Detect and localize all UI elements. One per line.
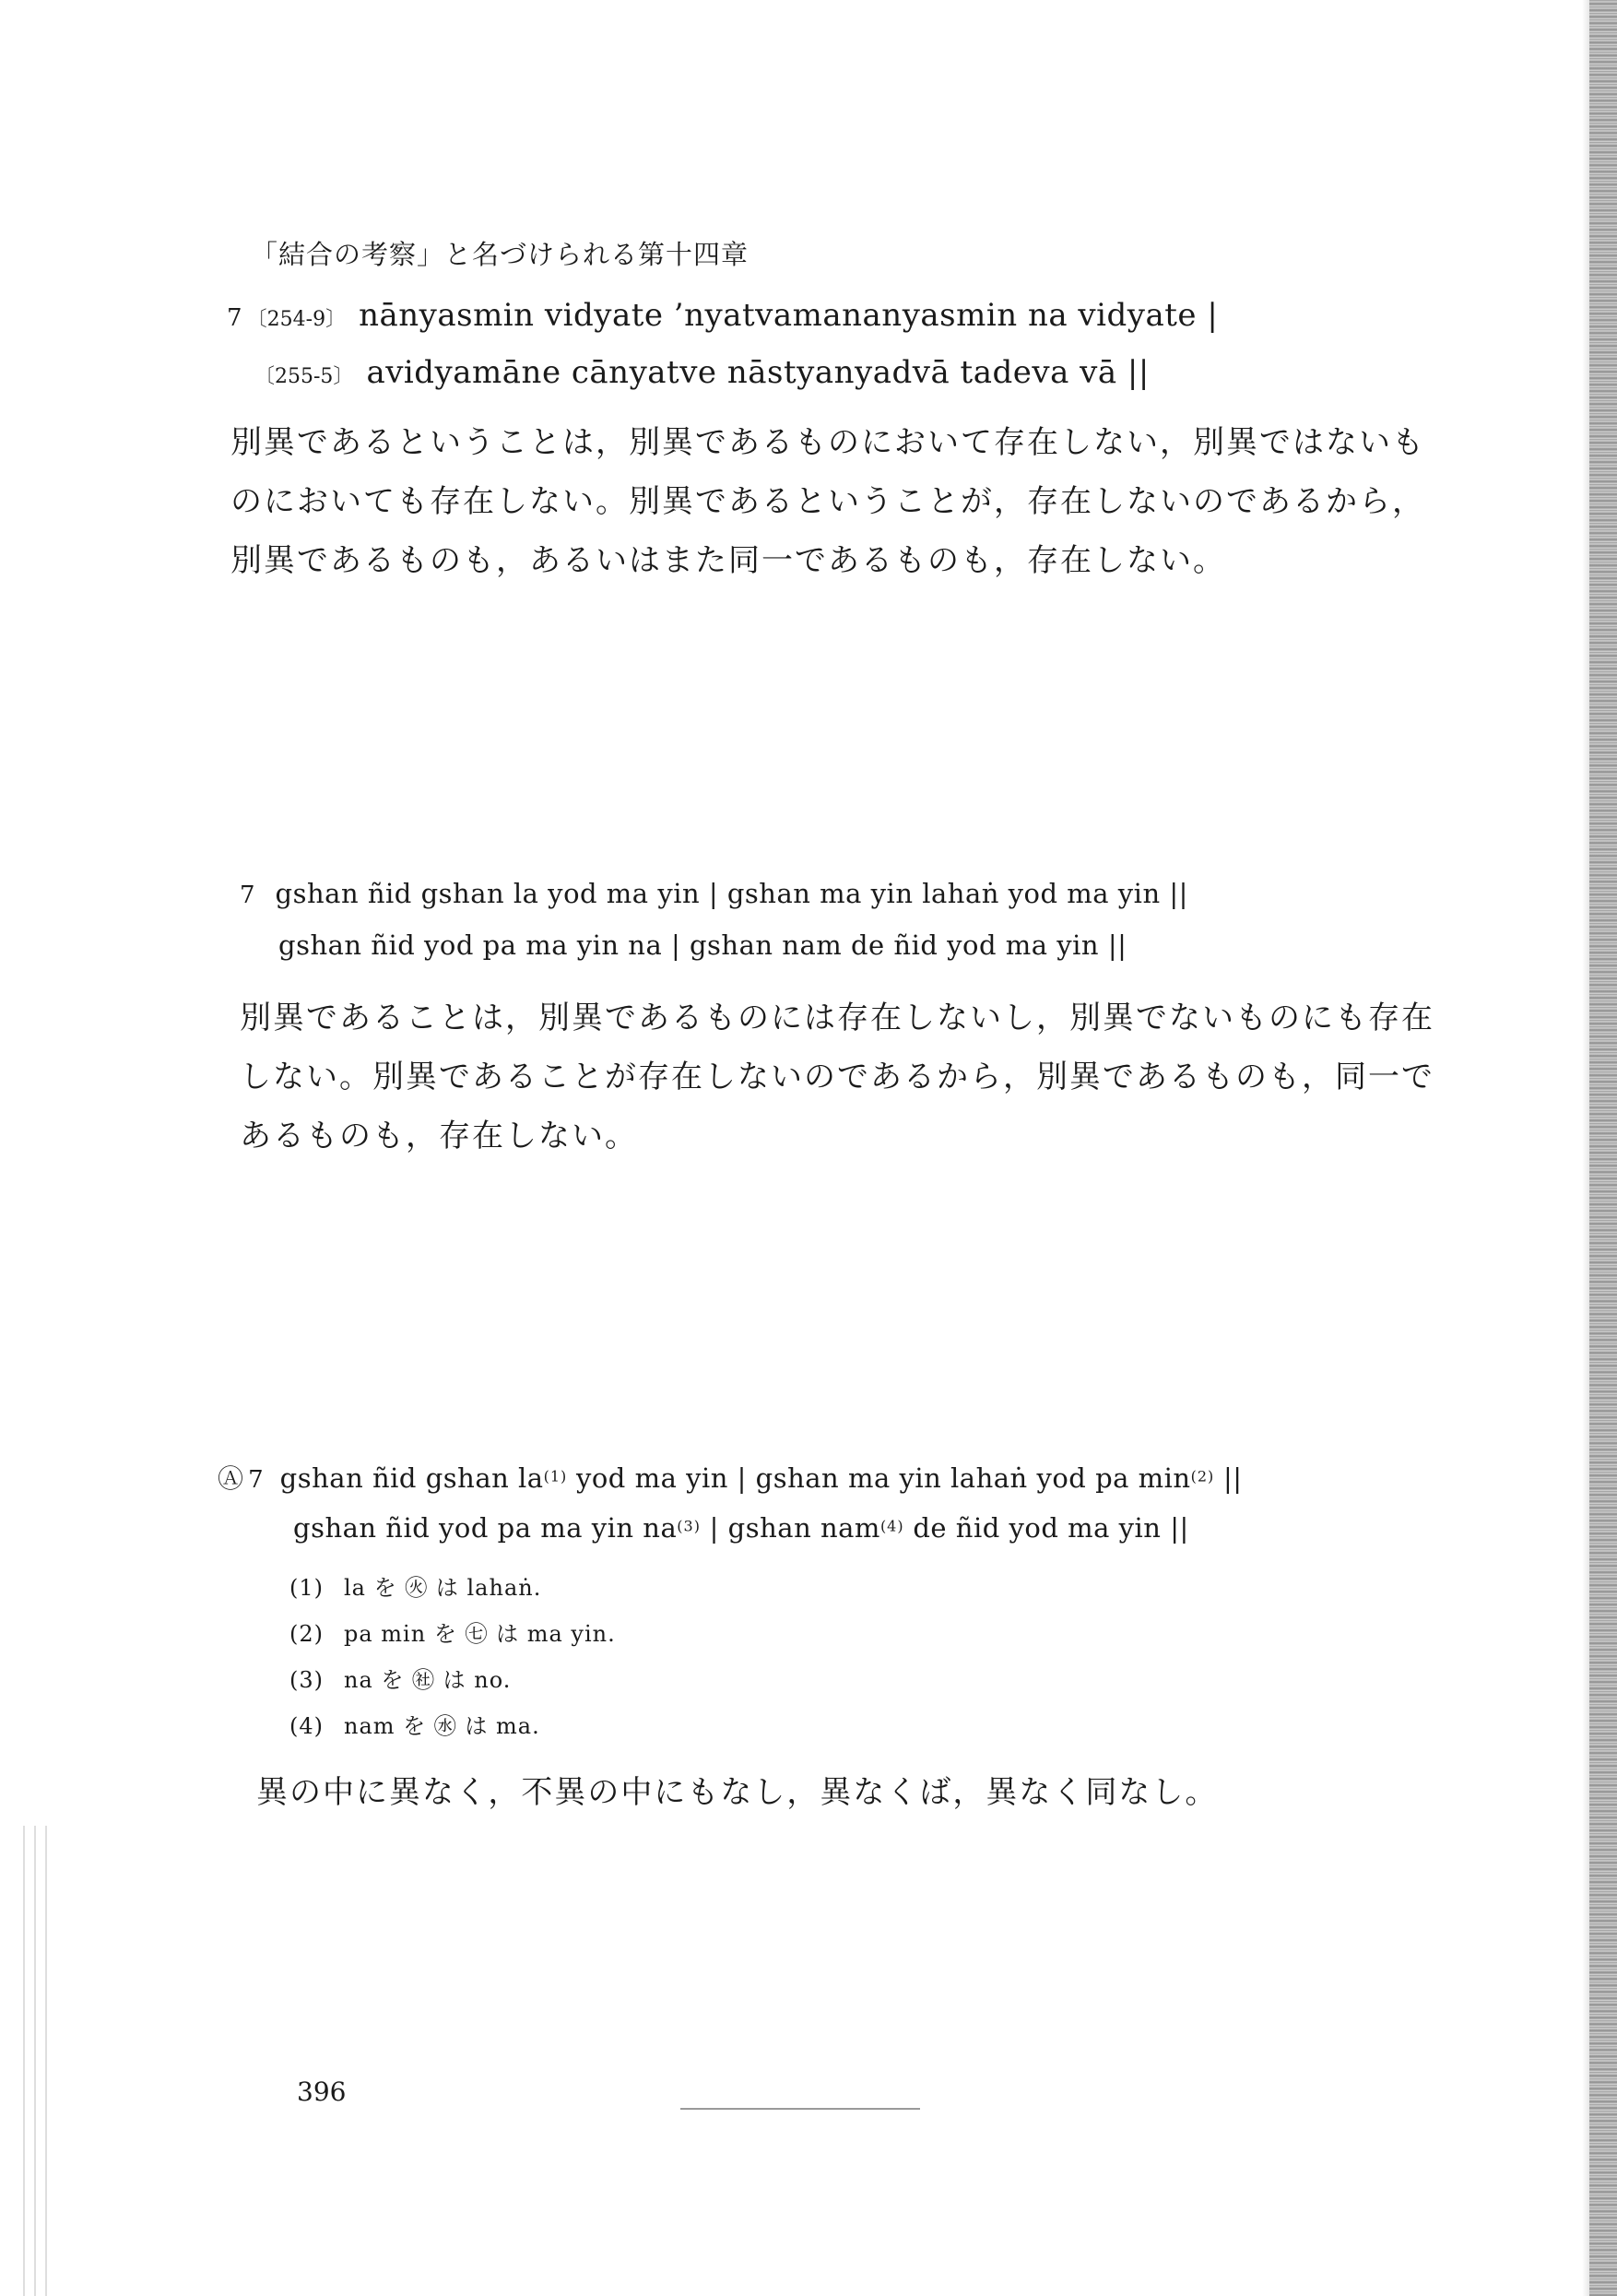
verse-number: 7 — [248, 1466, 264, 1494]
scan-edge-right — [1589, 0, 1617, 2296]
footnote-text: na を ㊓ は no. — [344, 1667, 512, 1693]
tibetan-text: gshan ñid yod pa ma yin na — [293, 1512, 678, 1544]
tibetan-text: gshan ñid gshan la yod ma yin | gshan ma yin lahaṅ yod ma yin || — [275, 878, 1188, 909]
footnote — [289, 1615, 616, 1648]
footnote-text: nam を ㊌ は ma. — [344, 1713, 540, 1739]
verse-number: 7 — [240, 882, 255, 909]
translation-2-line: 別異であることは，別異であるものには存在しないし，別異でないものにも存在 — [240, 1000, 1434, 1036]
tibetan-text: | gshan nam — [700, 1512, 880, 1544]
tibetan-line-2 — [278, 929, 1127, 961]
tibetan-text: gshan ñid gshan la — [279, 1462, 544, 1494]
footnote-number: (2) — [289, 1621, 324, 1647]
footnote-number: (4) — [289, 1713, 324, 1739]
sanskrit-text: avidyamāne cānyatve nāstyanyadvā tadeva vā || — [366, 354, 1150, 391]
verse-reference: 〔255-5〕 — [254, 365, 354, 388]
footnote-number: (1) — [289, 1575, 324, 1601]
translation-1-line: 別異であるものも，あるいはまた同一であるものも，存在しない。 — [230, 542, 1226, 579]
scan-smudge — [680, 2108, 920, 2110]
footnote — [289, 1569, 541, 1602]
page-number: 396 — [297, 2077, 347, 2107]
footnote-text: pa min を ㊆ は ma yin. — [344, 1621, 616, 1647]
variant-line-1 — [218, 1459, 1243, 1496]
tibetan-text: yod ma yin | gshan ma yin lahaṅ yod pa min — [567, 1462, 1191, 1494]
translation-1-line: のにおいても存在しない。別異であるということが，存在しないのであるから， — [230, 483, 1425, 520]
footnote-marker: (1) — [543, 1467, 568, 1485]
verse-reference: 〔254-9〕 — [246, 308, 347, 331]
footnote-text: la を ㊋ は lahaṅ. — [344, 1575, 542, 1601]
footnote-marker: (4) — [879, 1517, 904, 1535]
scan-edge-left — [18, 1826, 55, 2296]
footnote-number: (3) — [289, 1667, 324, 1693]
footnote-marker: (3) — [677, 1517, 701, 1535]
tibetan-text: || — [1214, 1462, 1243, 1494]
sanskrit-line-2 — [254, 354, 1150, 391]
footnote — [289, 1708, 540, 1740]
variant-marker-icon: Ⓐ — [218, 1463, 244, 1494]
sanskrit-line-1 — [227, 297, 1218, 334]
footnote-marker: (2) — [1190, 1467, 1215, 1485]
verse-number: 7 — [227, 304, 242, 332]
translation-2-line: あるものも，存在しない。 — [240, 1118, 638, 1154]
scan-edge-shadow — [1582, 0, 1589, 2296]
sanskrit-text: nānyasmin vidyate ’nyatvamananyasmin na vidyate | — [359, 297, 1219, 334]
tibetan-text: de ñid yod ma yin || — [903, 1512, 1189, 1544]
variant-line-2 — [293, 1512, 1189, 1544]
translation-3: 異の中に異なく，不異の中にもなし，異なくば，異なく同なし。 — [256, 1774, 1219, 1811]
footnote — [289, 1662, 511, 1694]
translation-1-line: 別異であるということは，別異であるものにおいて存在しない，別異ではないも — [230, 424, 1425, 461]
translation-2-line: しない。別異であることが存在しないのであるから，別異であるものも，同一で — [240, 1059, 1434, 1095]
chapter-heading: 「結合の考察」と名づけられる第十四章 — [251, 239, 749, 270]
tibetan-text: gshan ñid yod pa ma yin na | gshan nam de ñid yod ma yin || — [278, 929, 1127, 961]
tibetan-line-1 — [240, 878, 1188, 909]
